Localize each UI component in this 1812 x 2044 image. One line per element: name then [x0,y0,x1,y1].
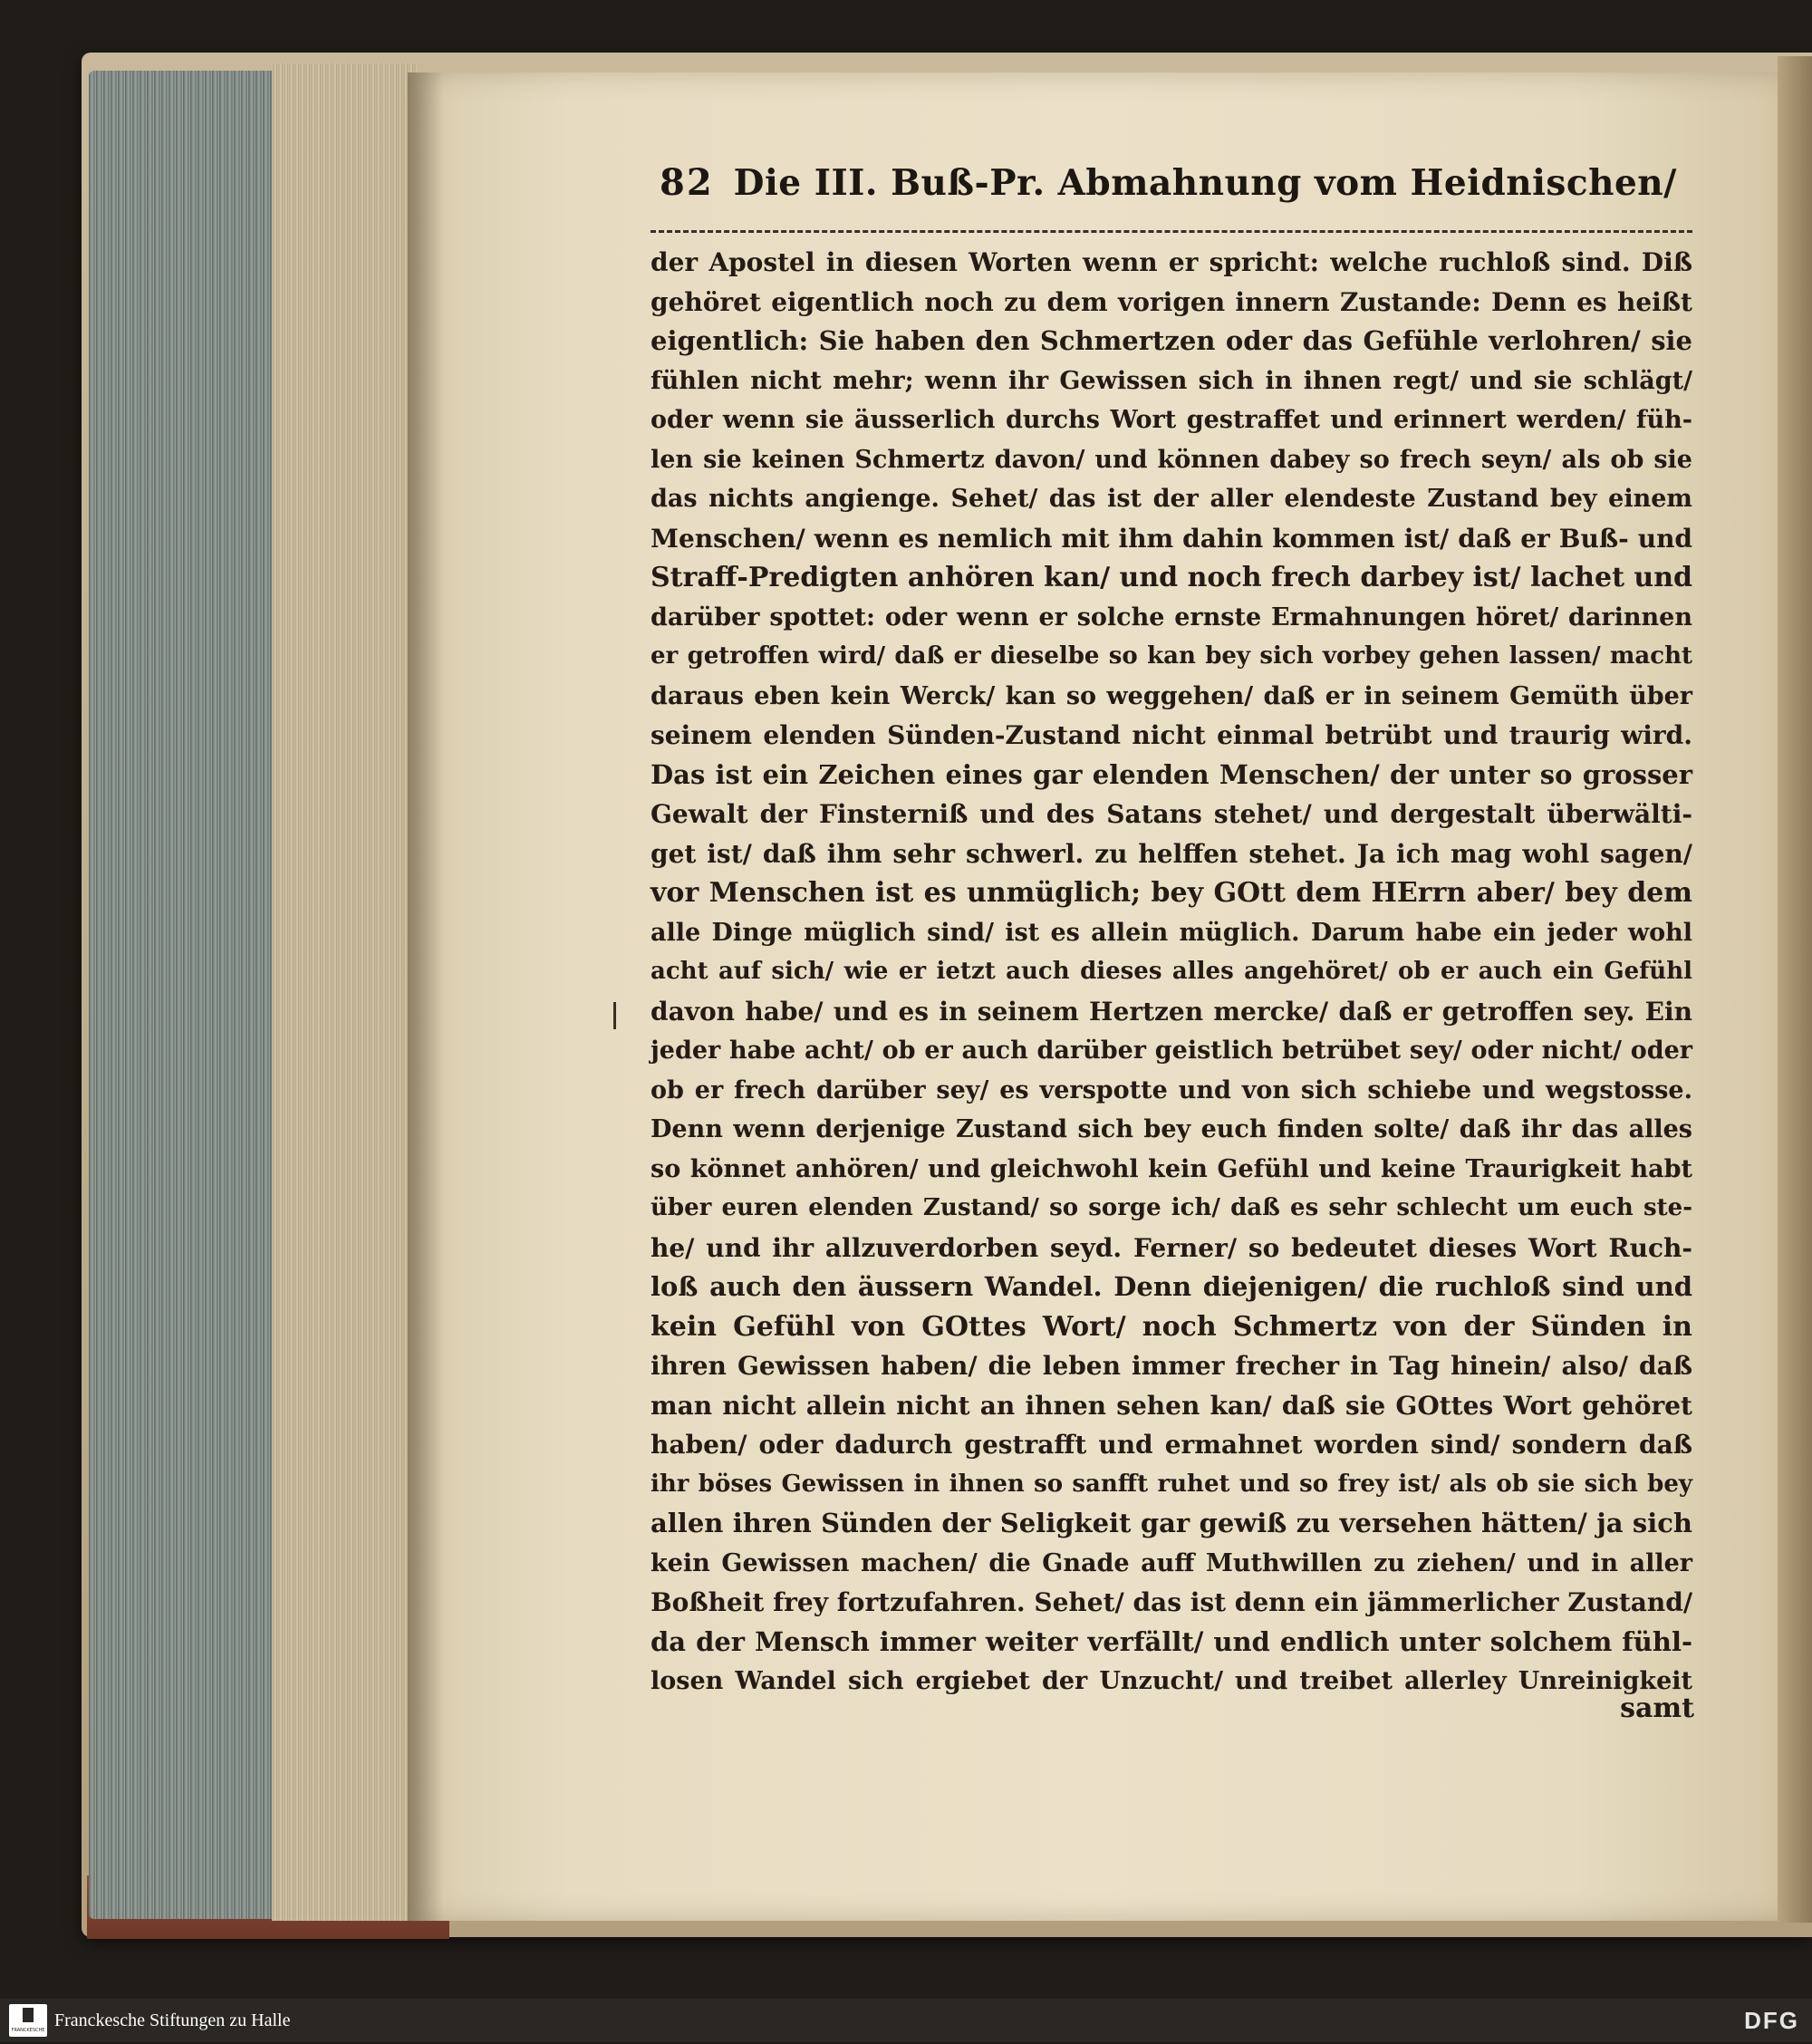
text-line: darüber spottet: oder wenn er solche ernste Ermahnungen höret/ darinnen [651,603,1692,632]
text-line: Straff-Predigten anhören kan/ und noch frech darbey ist/ lachet und [651,562,1692,593]
page-number: 82 [660,161,714,204]
cover-right-edge [1778,56,1812,1923]
text-line: loß auch den äussern Wandel. Denn diejenigen/ die ruchloß sind und [651,1271,1692,1302]
institution-name: Franckesche Stiftungen zu Halle [54,2010,291,2030]
text-line: davon habe/ und es in seinem Hertzen mercke/ daß er getroffen sey. Ein [651,996,1692,1027]
text-line: ihren Gewissen haben/ die leben immer frecher in Tag hinein/ also/ daß [651,1351,1692,1381]
text-line: ihr böses Gewissen in ihnen so sanfft ruhet und so frey ist/ als ob sie sich bey [651,1470,1692,1498]
text-line: Gewalt der Finsterniß und des Satans stehet/ und dergestalt überwälti- [651,799,1692,829]
text-line: he/ und ihr allzuverdorben seyd. Ferner/ so bedeutet dieses Wort Ruch- [651,1232,1692,1263]
text-line: get ist/ daß ihm sehr schwerl. zu helffen stehet. Ja ich mag wohl sagen/ [651,838,1692,869]
text-line: fühlen nicht mehr; wenn ihr Gewissen sich in ihnen regt/ und sie schlägt/ [651,366,1692,395]
funder-logo: DFG [1744,2007,1799,2034]
viewer-footer [0,1999,1812,2042]
text-line: ob er frech darüber sey/ es verspotte und von sich schiebe und wegstosse. [651,1075,1692,1104]
text-line: der Apostel in diesen Worten wenn er spricht: welche ruchloß sind. Diß [651,247,1692,277]
page-stack-edge [272,63,417,1921]
text-line: er getroffen wird/ daß er dieselbe so kan bey sich vorbey gehen lassen/ macht [651,642,1692,670]
text-line: jeder habe acht/ ob er auch darüber geistlich betrübet sey/ oder nicht/ oder [651,1036,1692,1065]
margin-mark [613,1002,616,1029]
text-line: gehöret eigentlich noch zu dem vorigen innern Zustande: Denn es heißt [651,286,1692,317]
text-line: Denn wenn derjenige Zustand sich bey euch finden solte/ daß ihr das alles [651,1115,1692,1143]
logo-text: FRANCKESCHE STIFTUNGEN [11,2028,45,2042]
text-line: da der Mensch immer weiter verfällt/ und endlich unter solchem fühl- [651,1625,1692,1657]
text-line: oder wenn sie äusserlich durchs Wort gestraffet und erinnert werden/ füh- [651,406,1692,434]
text-line: seinem elenden Sünden-Zustand nicht einmal betrübt und traurig wird. [651,720,1692,750]
text-line: daraus eben kein Werck/ kan so weggehen/ daß er in seinem Gemüth über [651,681,1692,710]
text-line: kein Gewissen machen/ die Gnade auff Muthwillen zu ziehen/ und in aller [651,1548,1692,1577]
text-line: das nichts angienge. Sehet/ das ist der aller elendeste Zustand bey einem [651,485,1692,513]
text-line: losen Wandel sich ergiebet der Unzucht/ und treibet allerley Unreinigkeit [651,1667,1692,1695]
body-text [651,243,1692,1702]
text-line: alle Dinge müglich sind/ ist es allein müglich. Darum habe ein jeder wohl [651,918,1692,947]
text-line: vor Menschen ist es unmüglich; bey GOtt dem HErrn aber/ bey dem [651,877,1692,909]
text-line: über euren elenden Zustand/ so sorge ich/ daß es sehr schlecht um euch ste- [651,1194,1692,1221]
running-head: Die III. Buß-Pr. Abmahnung vom Heidnischen/ [733,162,1677,204]
logo-mark-icon [23,2008,34,2022]
text-line: man nicht allein nicht an ihnen sehen kan/ daß sie GOttes Wort gehöret [651,1390,1692,1421]
text-line: len sie keinen Schmertz davon/ und können dabey so frech seyn/ als ob sie [651,445,1692,474]
text-line: Menschen/ wenn es nemlich mit ihm dahin kommen ist/ daß er Buß- und [651,523,1692,554]
catchword: samt [1620,1692,1694,1724]
page-header [660,161,1692,225]
gutter-shadow [408,72,444,1921]
header-rule [651,230,1692,233]
text-line: eigentlich: Sie haben den Schmertzen oder das Gefühle verlohren/ sie [651,325,1692,356]
text-line: so könnet anhören/ und gleichwohl kein Gefühl und keine Traurigkeit habt [651,1154,1692,1183]
text-line: kein Gefühl von GOttes Wort/ noch Schmertz von der Sünden in [651,1310,1692,1343]
text-line: Boßheit frey fortzufahren. Sehet/ das ist denn ein jämmerlicher Zustand/ [651,1587,1693,1617]
text-line: haben/ oder dadurch gestrafft und ermahnet worden sind/ sondern daß [651,1430,1692,1460]
text-line: Das ist ein Zeichen eines gar elenden Menschen/ der unter so grosser [651,758,1692,790]
institution-logo [9,2004,47,2042]
text-line: allen ihren Sünden der Seligkeit gar gewiß zu versehen hätten/ ja sich [651,1508,1692,1538]
text-line: acht auf sich/ wie er ietzt auch dieses alles angehöret/ ob er auch ein Gefühl [651,958,1692,985]
